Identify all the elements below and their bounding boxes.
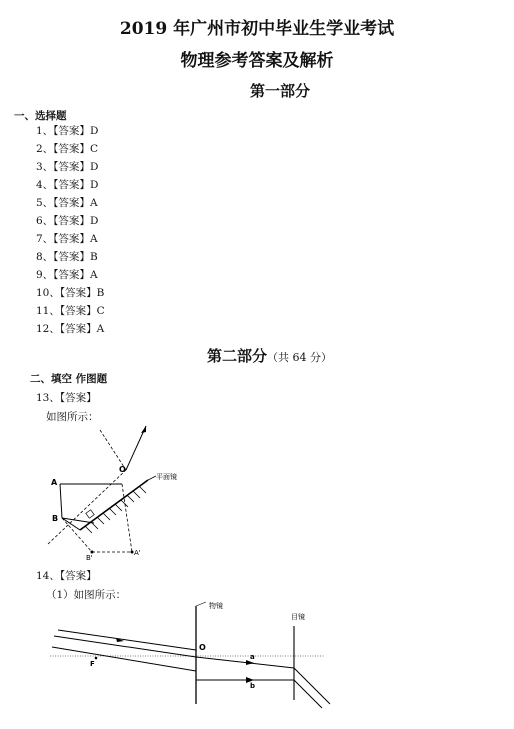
label-o: O bbox=[199, 643, 206, 652]
answer-row bbox=[36, 231, 98, 246]
answer-value: A bbox=[89, 233, 98, 245]
answer-tag: 【答案】 bbox=[53, 269, 90, 281]
answer-value: B bbox=[96, 287, 105, 299]
answer-row bbox=[36, 285, 104, 300]
q13-answer: 13、【答案】 bbox=[36, 392, 97, 404]
q13-note: 如图所示： bbox=[46, 411, 99, 423]
objective-leader bbox=[196, 602, 206, 606]
ray-a bbox=[196, 657, 294, 668]
answer-number: 9、 bbox=[36, 269, 54, 281]
part2-title bbox=[207, 345, 332, 366]
part1-title: 第一部分 bbox=[250, 82, 311, 100]
q14-answer: 14、【答案】 bbox=[36, 570, 97, 582]
section1-heading: 一、选择题 bbox=[14, 110, 67, 122]
answer-value: A bbox=[89, 269, 98, 281]
answer-number: 1、 bbox=[36, 125, 54, 137]
right-angle-mark bbox=[86, 510, 94, 518]
object-ab bbox=[60, 484, 62, 518]
incident-ray bbox=[100, 430, 126, 470]
answer-tag: 【答案】 bbox=[53, 179, 90, 191]
answer-number: 6、 bbox=[36, 215, 54, 227]
incoming-ray-2 bbox=[52, 647, 196, 671]
label-o: O bbox=[119, 465, 126, 474]
answer-number: 7、 bbox=[36, 233, 54, 245]
answer-value: D bbox=[89, 161, 99, 173]
answer-number: 5、 bbox=[36, 197, 54, 209]
answer-value: C bbox=[89, 143, 98, 155]
answer-number: 8、 bbox=[36, 251, 54, 263]
label-a: a bbox=[250, 653, 255, 661]
answer-tag: 【答案】 bbox=[53, 197, 90, 209]
image-ray-a bbox=[122, 484, 132, 552]
mirror-label: 平面镜 bbox=[156, 473, 177, 481]
answer-tag: 【答案】 bbox=[59, 287, 97, 299]
answer-value: C bbox=[96, 305, 105, 317]
answer-tag: 【答案】 bbox=[59, 323, 97, 335]
answer-number: 4、 bbox=[36, 179, 54, 191]
answer-tag: 【答案】 bbox=[53, 143, 90, 155]
answer-value: D bbox=[89, 179, 99, 191]
answer-tag: 【答案】 bbox=[53, 215, 90, 227]
reflected-ray bbox=[126, 426, 146, 470]
answer-value: A bbox=[89, 197, 98, 209]
answer-row bbox=[36, 141, 98, 156]
exam-subtitle: 物理参考答案及解析 bbox=[180, 51, 334, 71]
answer-number: 3、 bbox=[36, 161, 54, 173]
answer-number: 2、 bbox=[36, 143, 54, 155]
objective-label: 物镜 bbox=[209, 602, 223, 610]
answer-number: 10、 bbox=[36, 287, 60, 299]
answer-value: D bbox=[89, 125, 99, 137]
mirror-figure bbox=[40, 422, 220, 562]
part2-title-text: 第二部分 bbox=[207, 347, 268, 365]
focus-point bbox=[95, 657, 98, 660]
answer-row bbox=[36, 249, 98, 264]
answer-row bbox=[36, 321, 104, 336]
answer-tag: 【答案】 bbox=[53, 125, 90, 137]
answer-value: A bbox=[96, 323, 105, 335]
answer-row bbox=[36, 213, 98, 228]
answer-row bbox=[36, 123, 98, 138]
label-a-prime: A' bbox=[134, 549, 141, 557]
label-f: F bbox=[90, 660, 95, 668]
part2-score: （共 64 分） bbox=[267, 351, 333, 364]
label-a: A bbox=[51, 478, 58, 487]
q14-note: （1）如图所示： bbox=[46, 589, 127, 601]
label-b: b bbox=[250, 682, 256, 690]
construction-line bbox=[48, 470, 126, 544]
answer-row bbox=[36, 159, 98, 174]
answer-tag: 【答案】 bbox=[53, 161, 90, 173]
label-b-prime: B' bbox=[86, 554, 93, 562]
mirror-label-leader bbox=[148, 476, 156, 480]
answer-number: 11、 bbox=[36, 305, 60, 317]
answer-value: D bbox=[89, 215, 99, 227]
answer-row bbox=[36, 177, 98, 192]
answer-tag: 【答案】 bbox=[59, 305, 97, 317]
answer-row bbox=[36, 267, 98, 282]
ray-from-b bbox=[62, 518, 94, 523]
eyepiece-label: 目镜 bbox=[291, 613, 305, 621]
label-b: B bbox=[52, 514, 59, 523]
exit-ray-2 bbox=[294, 680, 322, 708]
mirror-hatching bbox=[85, 486, 146, 533]
answer-row bbox=[36, 195, 98, 210]
exam-title: 2019 年广州市初中毕业生学业考试 bbox=[119, 19, 395, 39]
answer-tag: 【答案】 bbox=[53, 251, 90, 263]
image-ray-b bbox=[62, 518, 92, 552]
microscope-figure bbox=[50, 600, 340, 712]
answer-number: 12、 bbox=[36, 323, 60, 335]
answer-row bbox=[36, 303, 105, 318]
answer-value: B bbox=[89, 251, 98, 263]
section2-heading: 二、填空 作图题 bbox=[30, 373, 108, 385]
answer-tag: 【答案】 bbox=[53, 233, 90, 245]
